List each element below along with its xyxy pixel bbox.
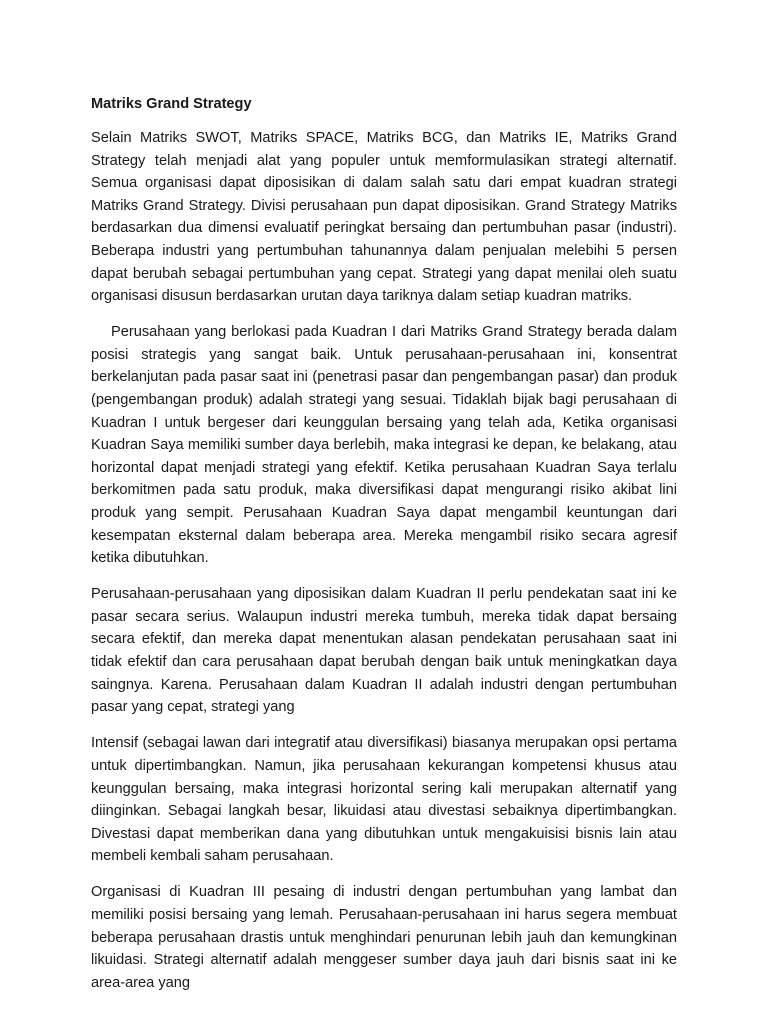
document-title: Matriks Grand Strategy: [91, 96, 252, 112]
paragraph-intro: Selain Matriks SWOT, Matriks SPACE, Matriks BCG, dan Matriks IE, Matriks Grand Strategy telah menjadi alat yang populer untuk memformulasikan strategi alternatif. Semua organisasi dapat diposisikan di dalam salah satu dari empat kuadran strategi Matriks Grand Strategy. Divisi perusahaan pun dapat diposisikan. Grand Strategy Matriks berdasarkan dua dimensi evaluatif peringkat bersaing dan pertumbuhan pasar (industri). Beberapa industri yang pertumbuhan tahunannya dalam penjualan melebihi 5 persen dapat berubah sebagai pertumbuhan yang cepat. Strategi yang dapat menilai oleh suatu organisasi disusun berdasarkan urutan daya tariknya dalam setiap kuadran matriks.: [91, 130, 677, 305]
paragraph-quadrant-3: Organisasi di Kuadran III pesaing di industri dengan pertumbuhan yang lambat dan memiliki posisi bersaing yang lemah. Perusahaan-perusahaan ini harus segera membuat beberapa perusahaan drastis untuk menghindari penurunan lebih jauh dan kemungkinan likuidasi. Strategi alternatif adalah menggeser sumber daya jauh dari bisnis saat ini ke area-area yang: [91, 884, 677, 991]
paragraph-quadrant-1: Perusahaan yang berlokasi pada Kuadran I dari Matriks Grand Strategy berada dalam posisi strategis yang sangat baik. Untuk perusahaan-perusahaan ini, konsentrat berkelanjutan pada pasar saat ini (penetrasi pasar dan pengembangan pasar) dan produk (pengembangan produk) adalah strategi yang sesuai. Tidaklah bijak bagi perusahaan di Kuadran I untuk bergeser dari keunggulan bersaing yang telah ada, Ketika organisasi Kuadran Saya memiliki sumber daya berlebih, maka integrasi ke depan, ke belakang, atau horizontal dapat menjadi strategi yang efektif. Ketika perusahaan Kuadran Saya terlalu berkomitmen pada satu produk, maka diversifikasi dapat mengurangi risiko akibat lini produk yang sempit. Perusahaan Kuadran Saya dapat mengambil keuntungan dari kesempatan eksternal dalam beberapa area. Mereka mengambil risiko secara agresif ketika dibutuhkan.: [91, 324, 677, 567]
paragraph-intensive-strategy: Intensif (sebagai lawan dari integratif atau diversifikasi) biasanya merupakan opsi pertama untuk dipertimbangkan. Namun, jika perusahaan kekurangan kompetensi khusus atau keunggulan bersaing, maka integrasi horizontal sering kali merupakan alternatif yang diinginkan. Sebagai langkah besar, likuidasi atau divestasi sebaiknya dipertimbangkan. Divestasi dapat memberikan dana yang dibutuhkan untuk mengakuisisi bisnis lain atau membeli kembali saham perusahaan.: [91, 735, 677, 865]
paragraph-quadrant-2: Perusahaan-perusahaan yang diposisikan dalam Kuadran II perlu pendekatan saat ini ke pasar secara serius. Walaupun industri mereka tumbuh, mereka tidak dapat bersaing secara efektif, dan mereka dapat menentukan alasan pendekatan perusahaan saat ini tidak efektif dan cara perusahaan dapat berubah dengan baik untuk meningkatkan daya saingnya. Karena. Perusahaan dalam Kuadran II adalah industri dengan pertumbuhan pasar yang cepat, strategi yang: [91, 586, 677, 716]
